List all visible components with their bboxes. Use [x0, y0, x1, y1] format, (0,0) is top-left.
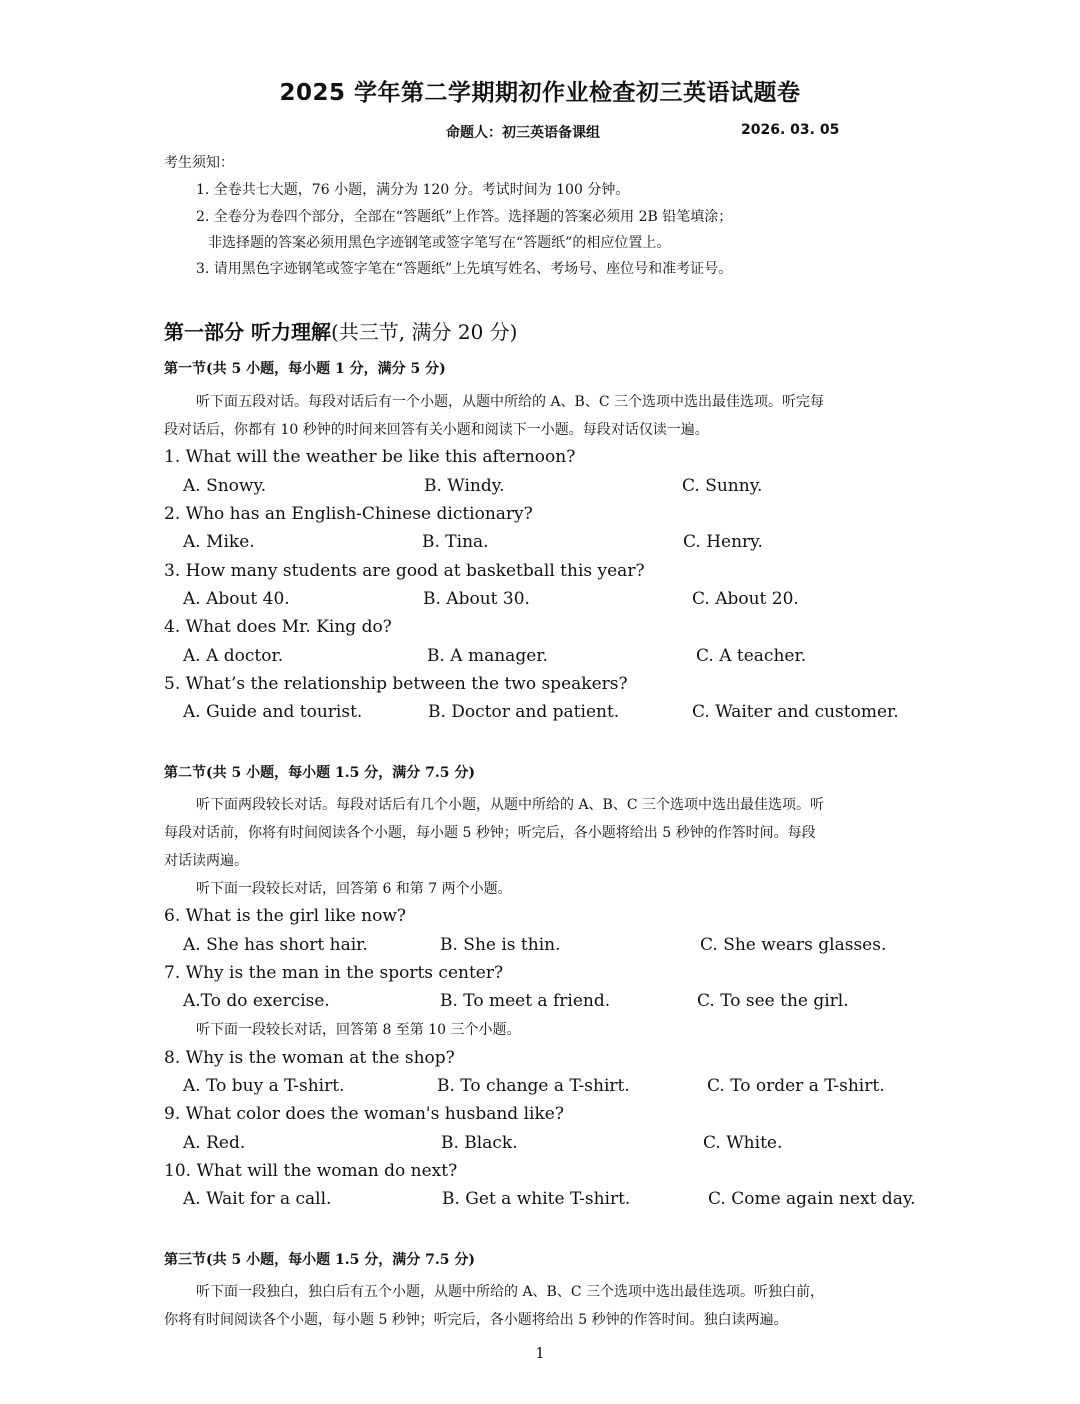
option-9c: C. White. [703, 1133, 783, 1153]
question-8: 8. Why is the woman at the shop? [164, 1048, 455, 1068]
option-6c: C. She wears glasses. [700, 935, 887, 955]
instruction-line: 听下面一段独白，独白后有五个小题，从题中所给的 A、B、C 三个选项中选出最佳选项。听独白前， [196, 1284, 825, 1300]
instruction-line: 段对话后，你都有 10 秒钟的时间来回答有关小题和阅读下一小题。每段对话仅读一遍。 [164, 422, 709, 438]
option-6a: A. She has short hair. [183, 935, 368, 955]
option-4c: C. A teacher. [696, 646, 807, 666]
question-2: 2. Who has an English-Chinese dictionary? [164, 504, 533, 524]
sub-instruction: 听下面一段较长对话，回答第 8 至第 10 三个小题。 [196, 1022, 521, 1038]
section-heading: 第二节(共 5 小题，每小题 1.5 分，满分 7.5 分) [164, 765, 475, 781]
option-8c: C. To order a T-shirt. [707, 1076, 885, 1096]
section-heading: 第一节(共 5 小题，每小题 1 分，满分 5 分) [164, 361, 446, 377]
option-6b: B. She is thin. [440, 935, 561, 955]
option-7b: B. To meet a friend. [440, 991, 611, 1011]
section-heading: 第三节(共 5 小题，每小题 1.5 分，满分 7.5 分) [164, 1252, 475, 1268]
notice-line: 1. 全卷共七大题，76 小题，满分为 120 分。考试时间为 100 分钟。 [196, 182, 630, 198]
option-9a: A. Red. [183, 1133, 246, 1153]
option-10b: B. Get a white T-shirt. [442, 1189, 631, 1209]
question-1: 1. What will the weather be like this afternoon? [164, 447, 576, 467]
part-heading-rest: (共三节, 满分 20 分) [330, 320, 518, 344]
sub-instruction: 听下面一段较长对话，回答第 6 和第 7 两个小题。 [196, 881, 512, 897]
option-8b: B. To change a T-shirt. [437, 1076, 630, 1096]
exam-date: 2026. 03. 05 [741, 122, 840, 138]
question-9: 9. What color does the woman's husband like? [164, 1104, 564, 1124]
question-7: 7. Why is the man in the sports center? [164, 963, 504, 983]
page-number: 1 [535, 1344, 545, 1362]
notice-line: 非选择题的答案必须用黑色字迹钢笔或签字笔写在“答题纸”的相应位置上。 [208, 235, 671, 251]
option-10c: C. Come again next day. [708, 1189, 916, 1209]
option-2c: C. Henry. [683, 532, 763, 552]
option-3a: A. About 40. [183, 589, 290, 609]
option-1b: B. Windy. [424, 476, 505, 496]
option-1a: A. Snowy. [183, 476, 267, 496]
instruction-line: 对话读两遍。 [164, 853, 248, 869]
part-heading-bold: 第一部分 听力理解 [164, 320, 331, 344]
option-9b: B. Black. [441, 1133, 518, 1153]
option-3b: B. About 30. [423, 589, 530, 609]
option-5a: A. Guide and tourist. [183, 702, 363, 722]
notice-line: 2. 全卷分为卷四个部分，全部在“答题纸”上作答。选择题的答案必须用 2B 铅笔填涂； [196, 209, 733, 225]
option-4a: A. A doctor. [183, 646, 284, 666]
instruction-line: 听下面五段对话。每段对话后有一个小题，从题中所给的 A、B、C 三个选项中选出最佳选项。听完每 [196, 394, 825, 410]
option-10a: A. Wait for a call. [183, 1189, 332, 1209]
instruction-line: 每段对话前，你将有时间阅读各个小题，每小题 5 秒钟；听完后，各小题将给出 5 秒钟的作答时间。每段 [164, 825, 816, 841]
page-title: 2025 学年第二学期期初作业检查初三英语试题卷 [279, 80, 801, 106]
option-5b: B. Doctor and patient. [428, 702, 620, 722]
option-2b: B. Tina. [422, 532, 489, 552]
instruction-line: 你将有时间阅读各个小题，每小题 5 秒钟；听完后，各小题将给出 5 秒钟的作答时间。独白读两遍。 [164, 1312, 788, 1328]
option-5c: C. Waiter and customer. [692, 702, 899, 722]
question-10: 10. What will the woman do next? [164, 1161, 458, 1181]
author-line: 命题人：初三英语备课组 [446, 125, 600, 141]
part-heading [164, 316, 517, 345]
question-6: 6. What is the girl like now? [164, 906, 407, 926]
question-5: 5. What’s the relationship between the two speakers? [164, 674, 628, 694]
notice-line: 3. 请用黑色字迹钢笔或签字笔在“答题纸”上先填写姓名、考场号、座位号和准考证号。 [196, 261, 733, 277]
option-4b: B. A manager. [427, 646, 548, 666]
question-3: 3. How many students are good at basketball this year? [164, 561, 645, 581]
instruction-line: 听下面两段较长对话。每段对话后有几个小题，从题中所给的 A、B、C 三个选项中选出最佳选项。听 [196, 797, 825, 813]
option-7c: C. To see the girl. [697, 991, 849, 1011]
notice-heading: 考生须知： [164, 155, 234, 171]
option-8a: A. To buy a T-shirt. [183, 1076, 345, 1096]
option-2a: A. Mike. [183, 532, 255, 552]
option-1c: C. Sunny. [682, 476, 763, 496]
question-4: 4. What does Mr. King do? [164, 617, 392, 637]
option-7a: A.To do exercise. [183, 991, 330, 1011]
option-3c: C. About 20. [692, 589, 799, 609]
